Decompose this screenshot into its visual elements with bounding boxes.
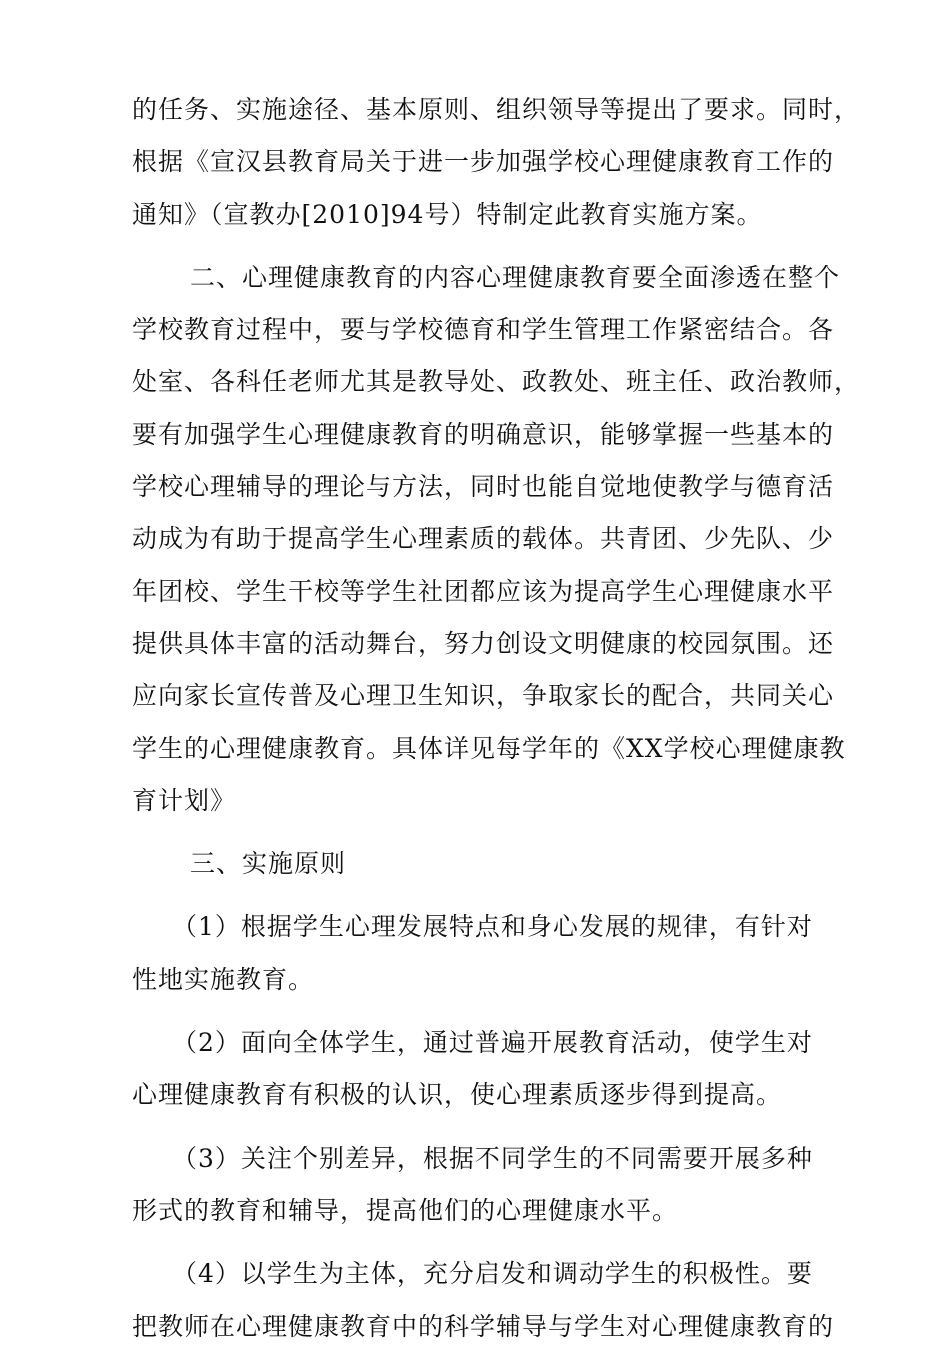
text-line: 育计划》 [132,785,237,815]
text-line: 应向家长宣传普及心理卫生知识，争取家长的配合，共同关心 [132,681,835,711]
text-line: 动成为有助于提高学生心理素质的载体。共青团、少先队、少 [132,524,835,554]
section-heading-principles: 三、实施原则 [190,849,347,879]
text-line: 把教师在心理健康教育中的科学辅导与学生对心理健康教育的 [132,1311,835,1341]
principle-item-1: （1）根据学生心理发展特点和身心发展的规律，有针对 [172,912,813,942]
text-line: 性地实施教育。 [132,964,315,994]
text-line: 学校心理辅导的理论与方法，同时也能自觉地使教学与德育活 [132,472,835,502]
text-line: 根据《宣汉县教育局关于进一步加强学校心理健康教育工作的 [132,147,835,177]
text-line: 处室、各科任老师尤其是教导处、政教处、班主任、政治教师， [132,367,861,397]
text-line: 提供具体丰富的活动舞台，努力创设文明健康的校园氛围。还 [132,628,835,658]
principle-item-4: （4）以学生为主体，充分启发和调动学生的积极性。要 [172,1259,813,1289]
text-line: 要有加强学生心理健康教育的明确意识，能够掌握一些基本的 [132,419,835,449]
text-line: 学生的心理健康教育。具体详见每学年的《XX学校心理健康教 [132,733,846,763]
text-line: 通知》（宣教办[2010]94号）特制定此教育实施方案。 [132,199,763,229]
text-line: 年团校、学生干校等学生社团都应该为提高学生心理健康水平 [132,576,835,606]
text-line: 的任务、实施途径、基本原则、组织领导等提出了要求。同时， [132,95,861,124]
text-line: 形式的教育和辅导，提高他们的心理健康水平。 [132,1195,679,1225]
text-line: 心理健康教育有积极的认识，使心理素质逐步得到提高。 [132,1080,783,1110]
document-body [132,84,861,1353]
principle-item-3: （3）关注个别差异，根据不同学生的不同需要开展多种 [172,1143,813,1173]
principle-item-2: （2）面向全体学生，通过普遍开展教育活动，使学生对 [172,1028,813,1058]
text-line: 学校教育过程中，要与学校德育和学生管理工作紧密结合。各 [132,315,835,345]
section-heading-content: 二、心理健康教育的内容心理健康教育要全面渗透在整个 [190,262,841,292]
